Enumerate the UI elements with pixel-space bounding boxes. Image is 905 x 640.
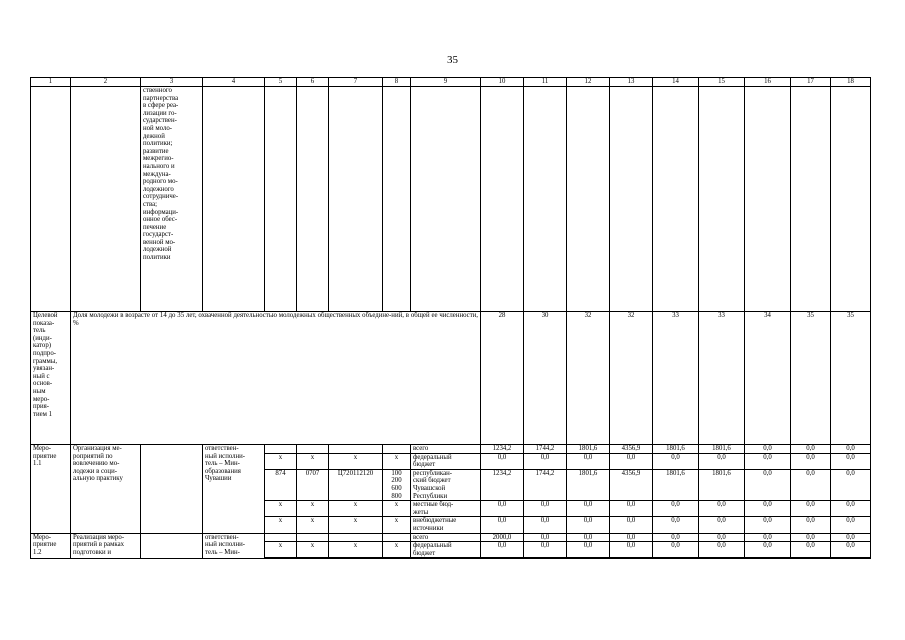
- funding-value: 0,0: [610, 542, 653, 559]
- funding-value: 0,0: [481, 542, 524, 559]
- funding-value: 0,0: [524, 501, 567, 517]
- funding-value: 0,0: [745, 533, 791, 542]
- funding-value: 0,0: [745, 453, 791, 469]
- column-number: 7: [329, 78, 383, 87]
- funding-value: 0,0: [791, 469, 831, 500]
- funding-source: республикан- ский бюджет Чувашской Республики: [411, 469, 481, 500]
- budget-code-cell: x: [329, 501, 383, 517]
- target-indicator-value: 30: [524, 312, 567, 445]
- budget-code-cell: [329, 533, 383, 542]
- target-indicator-description: Доля молодежи в возрасте от 14 до 35 лет, охваченной деятельностью молодежных общественных объедине-ний, в общей ее численности, %: [71, 312, 481, 445]
- funding-value: 0,0: [524, 453, 567, 469]
- funding-value: 0,0: [745, 445, 791, 454]
- funding-value: 0,0: [653, 501, 699, 517]
- column-number: 6: [297, 78, 329, 87]
- funding-value: 0,0: [791, 533, 831, 542]
- column-number: 13: [610, 78, 653, 87]
- funding-value: 0,0: [481, 501, 524, 517]
- budget-table: [30, 77, 871, 559]
- budget-code-cell: x: [383, 517, 411, 533]
- budget-code-cell: x: [297, 542, 329, 559]
- budget-code-cell: x: [329, 517, 383, 533]
- continuation-row: [31, 87, 871, 312]
- funding-value: 1744,2: [524, 445, 567, 454]
- empty-cell: [141, 445, 203, 534]
- budget-code-cell: 0707: [297, 469, 329, 500]
- column-number: 17: [791, 78, 831, 87]
- funding-source: всего: [411, 445, 481, 454]
- funding-value: 0,0: [610, 533, 653, 542]
- funding-value: 0,0: [610, 501, 653, 517]
- column-number: 3: [141, 78, 203, 87]
- funding-value: 0,0: [791, 542, 831, 559]
- funding-value: 0,0: [831, 501, 871, 517]
- budget-code-cell: x: [265, 453, 297, 469]
- column-number: 9: [411, 78, 481, 87]
- budget-code-cell: x: [265, 501, 297, 517]
- funding-value: 0,0: [831, 542, 871, 559]
- funding-value: 1234,2: [481, 445, 524, 454]
- budget-code-cell: x: [383, 501, 411, 517]
- funding-value: 0,0: [567, 501, 610, 517]
- funding-value: 2000,0: [481, 533, 524, 542]
- funding-value: 0,0: [699, 453, 745, 469]
- funding-value: 0,0: [610, 517, 653, 533]
- funding-value: 0,0: [745, 517, 791, 533]
- budget-code-cell: 874: [265, 469, 297, 500]
- event-executor: ответствен- ный исполни- тель – Мин- образования Чувашии: [203, 445, 265, 534]
- target-indicator-value: 28: [481, 312, 524, 445]
- funding-value: 0,0: [653, 542, 699, 559]
- target-indicator-value: 35: [831, 312, 871, 445]
- budget-code-cell: [297, 445, 329, 454]
- funding-value: 0,0: [831, 517, 871, 533]
- target-indicator-value: 33: [653, 312, 699, 445]
- funding-value: 0,0: [610, 453, 653, 469]
- funding-row: [31, 533, 871, 542]
- funding-value: 0,0: [745, 542, 791, 559]
- column-number: 11: [524, 78, 567, 87]
- column-number: 4: [203, 78, 265, 87]
- budget-code-cell: x: [383, 542, 411, 559]
- budget-code-cell: x: [383, 453, 411, 469]
- budget-code-cell: [383, 445, 411, 454]
- funding-value: 4356,9: [610, 469, 653, 500]
- funding-source: внебюджетные источники: [411, 517, 481, 533]
- funding-value: 0,0: [567, 542, 610, 559]
- target-indicator-value: 32: [567, 312, 610, 445]
- budget-code-cell: [265, 533, 297, 542]
- funding-source: федеральный бюджет: [411, 453, 481, 469]
- funding-value: 1234,2: [481, 469, 524, 500]
- empty-cell: [141, 533, 203, 558]
- funding-value: 0,0: [745, 501, 791, 517]
- budget-code-cell: x: [329, 542, 383, 559]
- column-number: 8: [383, 78, 411, 87]
- funding-value: 0,0: [699, 533, 745, 542]
- target-indicator-value: 33: [699, 312, 745, 445]
- funding-value: 4356,9: [610, 445, 653, 454]
- funding-source: федеральный бюджет: [411, 542, 481, 559]
- budget-code-cell: x: [297, 501, 329, 517]
- funding-source: всего: [411, 533, 481, 542]
- funding-value: 0,0: [791, 517, 831, 533]
- funding-value: 1801,6: [567, 469, 610, 500]
- event-code: Меро- приятие 1.2: [31, 533, 71, 558]
- funding-value: 0,0: [481, 517, 524, 533]
- column-number: 1: [31, 78, 71, 87]
- column-number: 12: [567, 78, 610, 87]
- funding-value: 0,0: [653, 453, 699, 469]
- funding-value: 0,0: [831, 453, 871, 469]
- funding-value: 0,0: [791, 453, 831, 469]
- budget-code-cell: Ц720112120: [329, 469, 383, 500]
- funding-value: 0,0: [481, 453, 524, 469]
- column-number: 18: [831, 78, 871, 87]
- funding-value: 0,0: [699, 501, 745, 517]
- funding-value: 1744,2: [524, 469, 567, 500]
- funding-value: 0,0: [699, 542, 745, 559]
- funding-value: 0,0: [745, 469, 791, 500]
- event-code: Меро- приятие 1.1: [31, 445, 71, 534]
- funding-row: [31, 445, 871, 454]
- funding-value: 0,0: [653, 517, 699, 533]
- column-number-row: [31, 78, 871, 87]
- funding-value: 0,0: [524, 533, 567, 542]
- funding-value: 0,0: [791, 501, 831, 517]
- budget-code-cell: x: [297, 517, 329, 533]
- funding-value: 1801,6: [699, 445, 745, 454]
- funding-source: местные бюд- жеты: [411, 501, 481, 517]
- continuation-text: ственного партнерства в сфере реа- лизации го- сударствен- ной моло- дежной политики; развитие межрегио- нального и междуна- родного мо- лодежного сотрудниче- ства; информаци- онное обес- печение государст- венной мо- лодежной политики: [141, 87, 203, 312]
- budget-code-cell: [265, 445, 297, 454]
- budget-code-cell: [383, 533, 411, 542]
- column-number: 2: [71, 78, 141, 87]
- funding-value: 1801,6: [653, 445, 699, 454]
- funding-value: 0,0: [524, 517, 567, 533]
- funding-value: 1801,6: [567, 445, 610, 454]
- budget-code-cell: 100 200 600 800: [383, 469, 411, 500]
- funding-value: 0,0: [567, 517, 610, 533]
- target-indicator-value: 35: [791, 312, 831, 445]
- target-indicator-value: 32: [610, 312, 653, 445]
- funding-value: 0,0: [567, 533, 610, 542]
- funding-value: 0,0: [791, 445, 831, 454]
- budget-code-cell: x: [297, 453, 329, 469]
- funding-value: 0,0: [653, 533, 699, 542]
- column-number: 15: [699, 78, 745, 87]
- funding-value: 1801,6: [653, 469, 699, 500]
- budget-code-cell: x: [329, 453, 383, 469]
- target-indicator-row: [31, 312, 871, 445]
- event-name: Реализация меро- приятий в рамках подготовки и: [71, 533, 141, 558]
- funding-value: 1801,6: [699, 469, 745, 500]
- page-number: 35: [447, 54, 458, 66]
- target-indicator-label: Целевой показа- тель (инди- катор) подпро- граммы, увязан- ный с основ- ным меро- прия- тием 1: [31, 312, 71, 445]
- funding-value: 0,0: [524, 542, 567, 559]
- target-indicator-value: 34: [745, 312, 791, 445]
- budget-code-cell: [297, 533, 329, 542]
- budget-code-cell: [329, 445, 383, 454]
- column-number: 5: [265, 78, 297, 87]
- funding-value: 0,0: [831, 445, 871, 454]
- event-executor: ответствен- ный исполни- тель – Мин-: [203, 533, 265, 558]
- column-number: 16: [745, 78, 791, 87]
- column-number: 10: [481, 78, 524, 87]
- funding-value: 0,0: [567, 453, 610, 469]
- funding-value: 0,0: [831, 469, 871, 500]
- funding-value: 0,0: [831, 533, 871, 542]
- budget-code-cell: x: [265, 517, 297, 533]
- funding-value: 0,0: [699, 517, 745, 533]
- event-name: Организация ме- роприятий по вовлечению мо- лодежи в соци- альную практику: [71, 445, 141, 534]
- column-number: 14: [653, 78, 699, 87]
- budget-code-cell: x: [265, 542, 297, 559]
